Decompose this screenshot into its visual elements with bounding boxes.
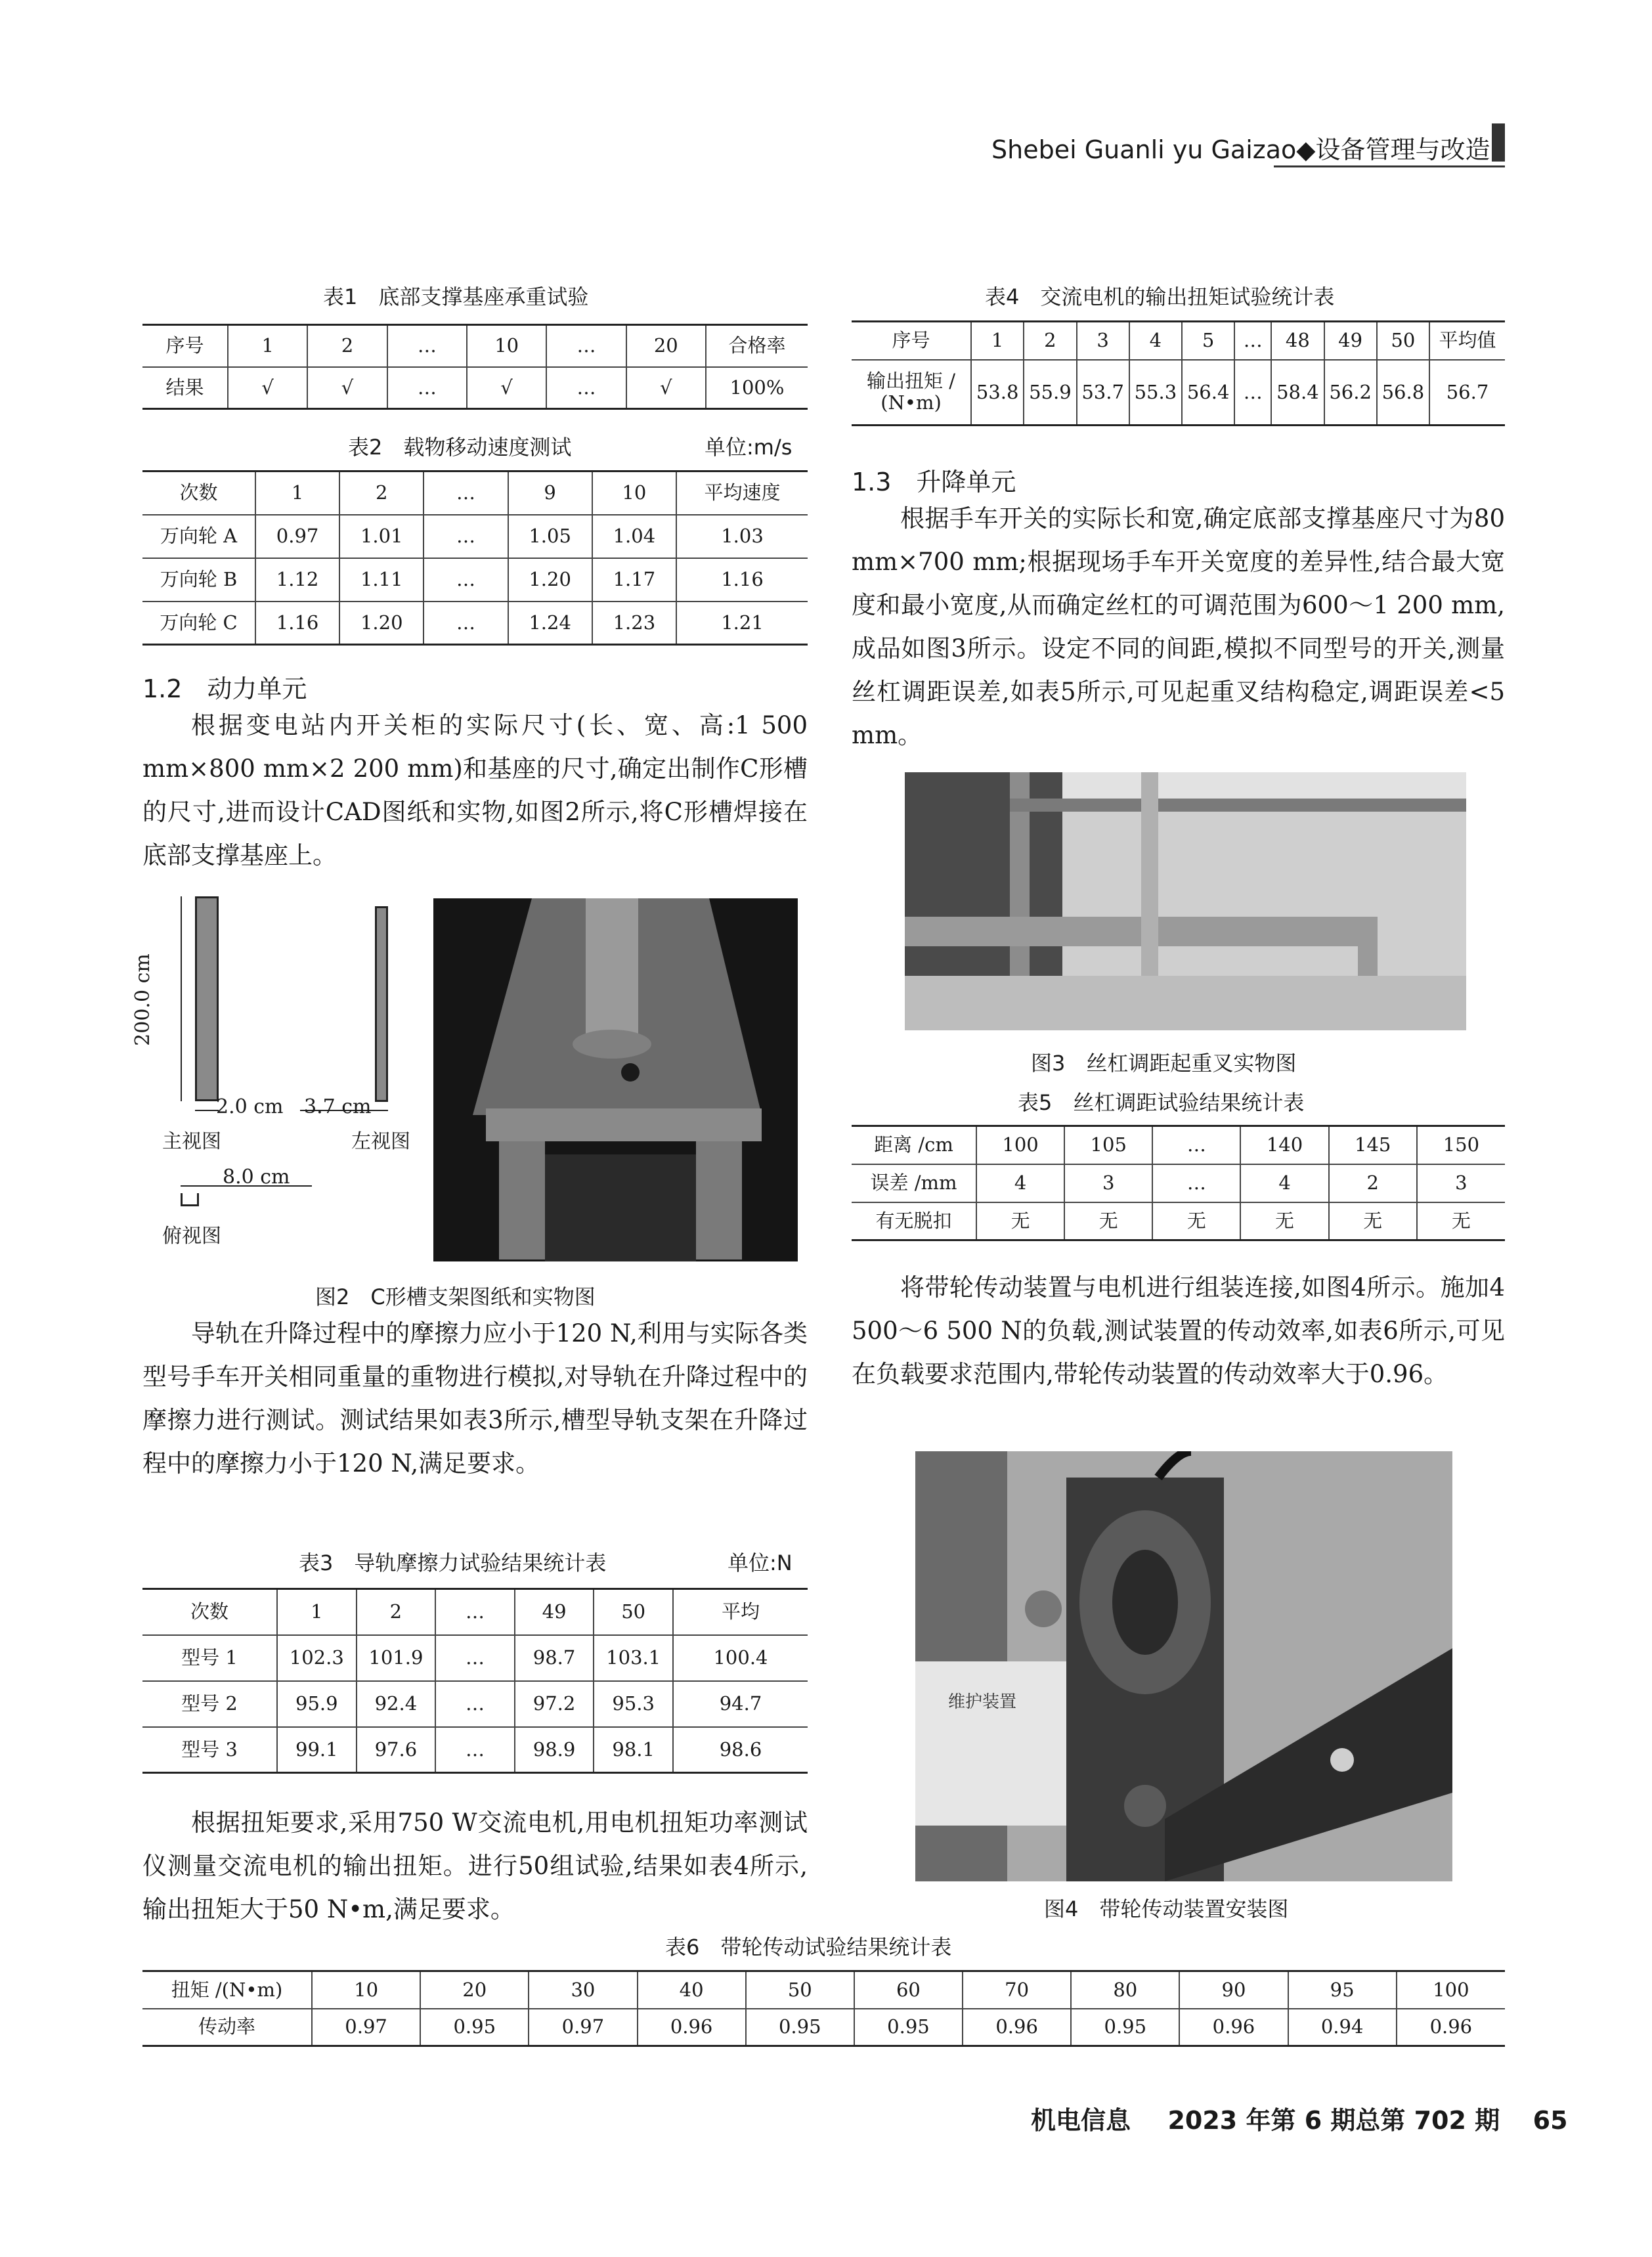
footer-journal: 机电信息 (1031, 2106, 1131, 2135)
table-cell: 2 (339, 471, 424, 515)
table-cell: 5 (1182, 322, 1234, 360)
left-view-rail (375, 906, 388, 1102)
top-view-label: 俯视图 (162, 1225, 221, 1248)
table-cell: 49 (1324, 322, 1377, 360)
table2 (142, 470, 808, 646)
table-cell: 平均值 (1429, 322, 1505, 360)
table-cell: … (435, 1681, 515, 1727)
table-cell: 48 (1271, 322, 1324, 360)
table-cell: 0.97 (529, 2009, 637, 2046)
table-cell: 0.95 (1071, 2009, 1179, 2046)
table-cell: 2 (307, 325, 387, 367)
table-cell: √ (228, 367, 307, 409)
header-title: 设备管理与改造 (1315, 135, 1490, 164)
table-row (852, 360, 1505, 426)
table-cell: … (424, 515, 508, 558)
table-cell: 0.95 (854, 2009, 963, 2046)
table-cell: 56.7 (1429, 360, 1505, 426)
figure3-caption: 图3 丝杠调距起重叉实物图 (1031, 1051, 1297, 1076)
table-cell: 97.6 (357, 1727, 436, 1773)
table-cell: 10 (312, 1971, 420, 2009)
table-cell: 94.7 (673, 1681, 808, 1727)
table-cell: 100 (1397, 1971, 1505, 2009)
row-label-line1: 输出扭矩 / (867, 369, 955, 392)
table-cell: 20 (420, 1971, 529, 2009)
table-row (852, 1164, 1505, 1202)
lifting-fork-photo-illustration (905, 772, 1466, 1030)
table-row (142, 515, 808, 558)
figure3-photo (905, 772, 1466, 1030)
dim-width-top-label: 8.0 cm (223, 1166, 290, 1189)
table-cell: 0.95 (420, 2009, 529, 2046)
table-cell: 1.05 (508, 515, 592, 558)
table-row (142, 2009, 1505, 2046)
table-cell: 99.1 (277, 1727, 357, 1773)
table-cell: 0.96 (963, 2009, 1071, 2046)
table-cell: 型号 2 (142, 1681, 277, 1727)
table-cell: 无 (1417, 1202, 1505, 1240)
table-cell: 100.4 (673, 1635, 808, 1681)
table-cell: 4 (976, 1164, 1064, 1202)
table-cell: 2 (1329, 1164, 1417, 1202)
table-cell (852, 360, 971, 426)
table-cell: 传动率 (142, 2009, 312, 2046)
table-cell: 0.97 (255, 515, 339, 558)
table-cell: 1 (277, 1589, 357, 1635)
table-cell: 100 (976, 1126, 1064, 1164)
table-cell: 98.6 (673, 1727, 808, 1773)
left-view-label: 左视图 (351, 1130, 410, 1153)
friction-paragraph: 导轨在升降过程中的摩擦力应小于120 N,利用与实际各类型号手车开关相同重量的重物进行模拟,对导轨在升降过程中的摩擦力进行测试。测试结果如表3所示,槽型导轨支架在升降过程中的摩擦力小于120 N,满足要求。 (142, 1319, 808, 1478)
table-cell: 56.8 (1377, 360, 1429, 426)
table-cell: 95 (1288, 1971, 1397, 2009)
table-cell: 无 (1152, 1202, 1240, 1240)
table-cell: 型号 3 (142, 1727, 277, 1773)
table6 (142, 1970, 1505, 2047)
table4-caption: 表4 交流电机的输出扭矩试验统计表 (985, 284, 1335, 309)
dim-height-label: 200.0 cm (131, 953, 154, 1046)
table-cell: 2 (1024, 322, 1076, 360)
page-footer (1031, 2100, 1568, 2136)
table-row (852, 1126, 1505, 1164)
figure2-cad-drawing (131, 896, 418, 1251)
table-cell: 98.9 (515, 1727, 594, 1773)
table-row (142, 1635, 808, 1681)
table-cell: 型号 1 (142, 1635, 277, 1681)
table-cell: 60 (854, 1971, 963, 2009)
belt-drive-photo-illustration (915, 1451, 1452, 1881)
table-cell: 20 (626, 325, 706, 367)
table-cell: 80 (1071, 1971, 1179, 2009)
table-cell: 1.20 (339, 602, 424, 645)
table-cell: … (387, 325, 467, 367)
table-cell: 1.16 (255, 602, 339, 645)
page-number: 65 (1532, 2106, 1568, 2135)
table-row (142, 367, 808, 409)
table-cell: 扭矩 /(N•m) (142, 1971, 312, 2009)
table-cell: 100% (706, 367, 808, 409)
table-cell: 无 (1240, 1202, 1328, 1240)
table-cell: … (424, 558, 508, 602)
main-view-rail (195, 896, 219, 1101)
table-cell: … (435, 1589, 515, 1635)
table5 (852, 1125, 1505, 1241)
table-cell: 次数 (142, 1589, 277, 1635)
table5-caption: 表5 丝杠调距试验结果统计表 (1018, 1090, 1305, 1115)
figure4-photo (915, 1451, 1452, 1881)
table-cell: 1.24 (508, 602, 592, 645)
table4 (852, 320, 1505, 426)
dim-width-main-label: 2.0 cm (216, 1095, 284, 1118)
table-cell: 70 (963, 1971, 1071, 2009)
table-cell: 1.17 (592, 558, 676, 602)
section-1-2-paragraph: 根据变电站内开关柜的实际尺寸(长、宽、高:1 500 mm×800 mm×2 200 mm)和基座的尺寸,确定出制作C形槽的尺寸,进而设计CAD图纸和实物,如图2所示,将C形槽焊接在底部支撑基座上。 (142, 711, 808, 869)
table-cell: √ (467, 367, 546, 409)
table-cell: 101.9 (357, 1635, 436, 1681)
header-pinyin: Shebei Guanli yu Gaizao (991, 135, 1297, 164)
table-cell: 58.4 (1271, 360, 1324, 426)
table1-caption: 表1 底部支撑基座承重试验 (323, 284, 589, 309)
table-cell: 有无脱扣 (852, 1202, 976, 1240)
table-cell: 103.1 (594, 1635, 673, 1681)
table-cell: 97.2 (515, 1681, 594, 1727)
main-view-label: 主视图 (162, 1130, 221, 1153)
table-cell: 30 (529, 1971, 637, 2009)
torque-paragraph: 根据扭矩要求,采用750 W交流电机,用电机扭矩功率测试仪测量交流电机的输出扭矩。进行50组试验,结果如表4所示,输出扭矩大于50 N•m,满足要求。 (142, 1808, 808, 1923)
figure4-sign-text-1: 维护装置 (948, 1692, 1017, 1712)
table-cell: 序号 (142, 325, 228, 367)
table-cell: 53.7 (1077, 360, 1129, 426)
table-cell: 40 (638, 1971, 746, 2009)
table-cell: 1.03 (676, 515, 808, 558)
table-cell: … (387, 367, 467, 409)
table-cell: … (435, 1635, 515, 1681)
width-dim-line-main (195, 1110, 219, 1111)
header-bar (1492, 123, 1505, 162)
running-header (991, 129, 1490, 165)
table-cell: 0.95 (746, 2009, 854, 2046)
table-cell: 50 (1377, 322, 1429, 360)
table3-unit: 单位:N (728, 1550, 793, 1575)
section-1-3-paragraph: 根据手车开关的实际长和宽,确定底部支撑基座尺寸为80 mm×700 mm;根据现场手车开关宽度的差异性,结合最大宽度和最小宽度,从而确定丝杠的可调范围为600～1 200 mm,成品如图3所示。设定不同的间距,模拟不同型号的开关,测量丝杠调距误差,如表5所示,可见起重叉结构稳定,调距误差<5 mm。 (852, 504, 1505, 749)
belt-paragraph: 将带轮传动装置与电机进行组装连接,如图4所示。施加4 500～6 500 N的负载,测试装置的传动效率,如表6所示,可见在负载要求范围内,带轮传动装置的传动效率大于0.96。 (852, 1273, 1505, 1388)
table-cell: 距离 /cm (852, 1126, 976, 1164)
table-cell: √ (307, 367, 387, 409)
table-cell: … (424, 602, 508, 645)
table-cell: 98.1 (594, 1727, 673, 1773)
table-cell: 9 (508, 471, 592, 515)
table-cell: 1.20 (508, 558, 592, 602)
table-cell: 0.96 (1179, 2009, 1288, 2046)
table-cell: 次数 (142, 471, 255, 515)
table-row (142, 325, 808, 367)
table-cell: 1.16 (676, 558, 808, 602)
table6-caption: 表6 带轮传动试验结果统计表 (665, 1935, 952, 1960)
table-cell: 1.01 (339, 515, 424, 558)
table-cell: 万向轮 A (142, 515, 255, 558)
table-cell: 4 (1240, 1164, 1328, 1202)
table-cell: 合格率 (706, 325, 808, 367)
table-cell: 10 (467, 325, 546, 367)
table-cell: 1.23 (592, 602, 676, 645)
table-row (142, 1971, 1505, 2009)
table-cell: 1.21 (676, 602, 808, 645)
table-cell: … (1234, 322, 1271, 360)
table-cell: 92.4 (357, 1681, 436, 1727)
figure2-caption: 图2 C形槽支架图纸和实物图 (315, 1284, 596, 1309)
table-cell: 1 (228, 325, 307, 367)
table-cell: 145 (1329, 1126, 1417, 1164)
table-cell: 55.3 (1129, 360, 1182, 426)
table-cell: … (1152, 1126, 1240, 1164)
header-rule (1274, 165, 1505, 167)
table-cell: 1.04 (592, 515, 676, 558)
table-cell: 3 (1064, 1164, 1152, 1202)
table-cell: 3 (1077, 322, 1129, 360)
height-dim-line (181, 896, 182, 1101)
figure2-photo (433, 898, 798, 1261)
table-cell: 1.11 (339, 558, 424, 602)
section-1-2-heading: 1.2 动力单元 (142, 674, 307, 703)
table-cell: 平均速度 (676, 471, 808, 515)
table-cell: … (424, 471, 508, 515)
table-cell: 140 (1240, 1126, 1328, 1164)
footer-issue: 2023 年第 6 期总第 702 期 (1167, 2106, 1500, 2135)
table-row (142, 1589, 808, 1635)
table-cell: 1 (971, 322, 1024, 360)
table2-caption: 表2 载物移动速度测试 (348, 435, 572, 460)
table-cell: 95.9 (277, 1681, 357, 1727)
table-row (142, 471, 808, 515)
table-cell: 0.96 (638, 2009, 746, 2046)
table3-caption: 表3 导轨摩擦力试验结果统计表 (299, 1550, 607, 1575)
table-cell: 0.96 (1397, 2009, 1505, 2046)
table-cell: 0.94 (1288, 2009, 1397, 2046)
figure4-caption: 图4 带轮传动装置安装图 (1044, 1896, 1289, 1921)
table2-unit: 单位:m/s (705, 435, 793, 460)
table-cell: 53.8 (971, 360, 1024, 426)
table-cell: 90 (1179, 1971, 1288, 2009)
table-cell: 56.4 (1182, 360, 1234, 426)
table-cell: 55.9 (1024, 360, 1076, 426)
table-cell: 无 (1329, 1202, 1417, 1240)
table-row (852, 322, 1505, 360)
table-cell: 1 (255, 471, 339, 515)
table-cell: √ (626, 367, 706, 409)
table-cell: 0.97 (312, 2009, 420, 2046)
table3 (142, 1588, 808, 1774)
table-row (142, 558, 808, 602)
table-row (142, 1681, 808, 1727)
table-cell: … (546, 367, 626, 409)
table-cell: 56.2 (1324, 360, 1377, 426)
table-cell: 49 (515, 1589, 594, 1635)
section-1-3-heading: 1.3 升降单元 (852, 468, 1016, 496)
table-cell: … (1152, 1164, 1240, 1202)
table-cell: 10 (592, 471, 676, 515)
table1 (142, 324, 808, 410)
table-cell: 误差 /mm (852, 1164, 976, 1202)
table-cell: … (435, 1727, 515, 1773)
table-cell: 2 (357, 1589, 436, 1635)
table-cell: 无 (1064, 1202, 1152, 1240)
row-label-line2: (N•m) (880, 391, 942, 414)
table-row (852, 1202, 1505, 1240)
dim-width-left-label: 3.7 cm (304, 1095, 372, 1118)
table-cell: 102.3 (277, 1635, 357, 1681)
table-cell: 无 (976, 1202, 1064, 1240)
table-cell: 序号 (852, 322, 971, 360)
table-cell: 150 (1417, 1126, 1505, 1164)
table-cell: 98.7 (515, 1635, 594, 1681)
table-cell: … (1234, 360, 1271, 426)
table-cell: 结果 (142, 367, 228, 409)
table-cell: 万向轮 B (142, 558, 255, 602)
table-cell: 105 (1064, 1126, 1152, 1164)
table-cell: 万向轮 C (142, 602, 255, 645)
table-cell: 平均 (673, 1589, 808, 1635)
table-row (142, 1727, 808, 1773)
table-cell: … (546, 325, 626, 367)
diamond-icon: ◆ (1296, 135, 1316, 164)
table-cell: 3 (1417, 1164, 1505, 1202)
table-cell: 4 (1129, 322, 1182, 360)
table-cell: 1.12 (255, 558, 339, 602)
c-channel-photo-illustration (433, 898, 798, 1261)
top-view-shape (181, 1193, 199, 1206)
table-cell: 50 (594, 1589, 673, 1635)
table-row (142, 602, 808, 645)
table-cell: 95.3 (594, 1681, 673, 1727)
table-cell: 50 (746, 1971, 854, 2009)
